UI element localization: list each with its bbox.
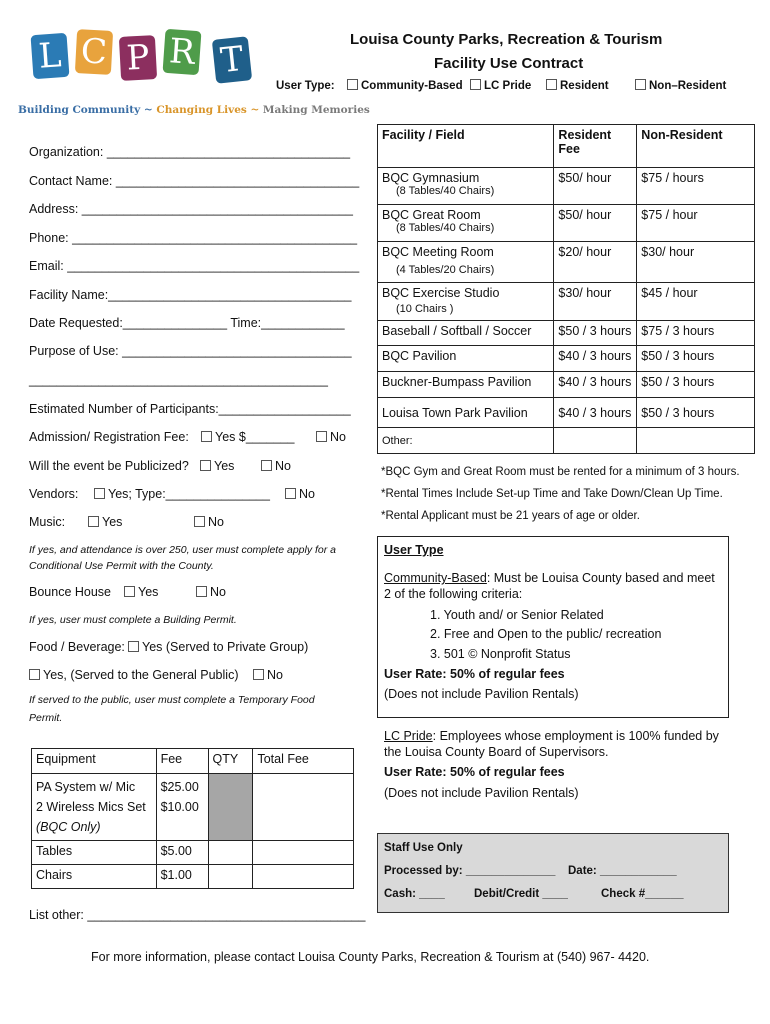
chairs-cell: Chairs: [32, 865, 157, 889]
pa-system-cell: [32, 774, 157, 841]
user-type-community-label: Community-Based: [361, 80, 463, 92]
facility-name-cell: Louisa Town Park Pavilion: [378, 398, 554, 428]
email-field[interactable]: Email: __________________________________________: [29, 259, 360, 273]
facility-name-cell: BQC Pavilion: [378, 346, 554, 372]
vendors-yes-checkbox[interactable]: [94, 487, 270, 502]
table-row: [378, 428, 755, 454]
facility-sub: (8 Tables/40 Chairs): [396, 222, 495, 234]
checkbox-icon: [285, 488, 296, 499]
check-number-field[interactable]: Check #______: [601, 888, 684, 900]
processed-by-field[interactable]: Processed by: ______________: [384, 865, 556, 877]
phone-field[interactable]: Phone: _________________________________________: [29, 231, 358, 245]
table-row: [378, 205, 755, 242]
checkbox-icon: [194, 516, 205, 527]
user-type-community-checkbox[interactable]: [347, 79, 463, 94]
food-label: Food / Beverage:: [29, 640, 125, 654]
nonresident-fee-cell: $50 / 3 hours: [637, 346, 755, 372]
community-based-label: Community-Based: [384, 571, 487, 585]
nonresident-fee-cell: $30/ hour: [637, 242, 755, 283]
publicized-yes-label: Yes: [214, 459, 235, 473]
vendors-no-checkbox[interactable]: [285, 487, 315, 502]
facility-name-cell: [378, 205, 554, 242]
resident-fee-cell: $30/ hour: [554, 283, 637, 321]
nonresident-header: Non-Resident: [637, 125, 755, 168]
total-fee-header: Total Fee: [253, 749, 354, 774]
facility-name: BQC Great Room: [382, 208, 481, 222]
checkbox-icon: [124, 586, 135, 597]
community-user-rate: User Rate: 50% of regular fees: [384, 667, 565, 681]
other-nonresident-cell[interactable]: [637, 428, 755, 454]
equipment-header: Equipment: [32, 749, 157, 774]
food-note-line1: If served to the public, user must complete a Temporary Food: [29, 694, 315, 706]
table-row: [378, 398, 755, 428]
equipment-table: [31, 748, 354, 889]
address-field[interactable]: Address: _______________________________________: [29, 202, 353, 216]
user-type-lcpride-checkbox[interactable]: [470, 79, 531, 94]
lcpride-line2: the Louisa County Board of Supervisors.: [384, 745, 609, 759]
page-subtitle: Facility Use Contract: [434, 55, 584, 72]
pa-fee2: $10.00: [160, 800, 199, 814]
tables-total-cell[interactable]: [253, 841, 354, 865]
page-title: Louisa County Parks, Recreation & Tourism: [350, 31, 663, 48]
note-rental-times: *Rental Times Include Set-up Time and Take Down/Clean Up Time.: [381, 488, 723, 500]
bounce-label: Bounce House: [29, 585, 112, 599]
user-type-lcpride-label: LC Pride: [484, 80, 532, 92]
vendors-yes-label: Yes; Type:_______________: [108, 487, 270, 501]
staff-use-title: Staff Use Only: [384, 842, 463, 854]
pa-fee-cell: [156, 774, 208, 841]
music-yes-checkbox[interactable]: [88, 515, 122, 530]
resident-fee-cell: $50/ hour: [554, 205, 637, 242]
pa-line3: (BQC Only): [36, 820, 101, 834]
note-age: *Rental Applicant must be 21 years of age or older.: [381, 510, 640, 522]
contact-name-field[interactable]: Contact Name: ___________________________________: [29, 174, 360, 188]
bounce-yes-checkbox[interactable]: [124, 585, 158, 600]
facility-name: BQC Exercise Studio: [382, 286, 500, 300]
lcpride-text: : Employees whose employment is 100% funded by: [432, 729, 719, 743]
other-resident-cell[interactable]: [554, 428, 637, 454]
facility-name-cell: [378, 168, 554, 205]
checkbox-icon: [261, 460, 272, 471]
checkbox-icon: [470, 79, 481, 90]
publicized-no-label: No: [275, 459, 291, 473]
checkbox-icon: [200, 460, 211, 471]
table-row: [32, 774, 354, 841]
logo-letter-r: R: [163, 29, 202, 75]
fee-header: Fee: [156, 749, 208, 774]
admission-no-checkbox[interactable]: [316, 430, 346, 445]
table-row: [378, 346, 755, 372]
resident-fee-cell: $40 / 3 hours: [554, 372, 637, 398]
bounce-note: If yes, user must complete a Building Permit.: [29, 614, 237, 626]
admission-no-label: No: [330, 430, 346, 444]
admission-yes-checkbox[interactable]: [201, 430, 294, 445]
facility-header: Facility / Field: [378, 125, 554, 168]
user-type-box-title: User Type: [384, 543, 444, 557]
nonresident-fee-cell: $75 / hours: [637, 168, 755, 205]
pa-line1: PA System w/ Mic: [36, 780, 136, 794]
facility-other-cell[interactable]: Other:: [378, 428, 554, 454]
logo-letter-p: P: [119, 35, 157, 81]
checkbox-icon: [635, 79, 646, 90]
bounce-no-label: No: [210, 585, 226, 599]
checkbox-icon: [253, 669, 264, 680]
tables-fee-cell: $5.00: [156, 841, 208, 865]
facility-name-cell: Buckner-Bumpass Pavilion: [378, 372, 554, 398]
publicized-no-checkbox[interactable]: [261, 459, 291, 474]
bounce-no-checkbox[interactable]: [196, 585, 226, 600]
tables-qty-cell[interactable]: [208, 841, 253, 865]
food-public-checkbox[interactable]: [29, 668, 238, 683]
pa-line2: 2 Wireless Mics Set: [36, 800, 146, 814]
table-row: [378, 168, 755, 205]
logo-letter-t: T: [212, 36, 252, 84]
vendors-label: Vendors:: [29, 487, 79, 501]
debit-credit-field[interactable]: Debit/Credit ____: [474, 888, 568, 900]
music-label: Music:: [29, 515, 66, 529]
music-yes-label: Yes: [102, 515, 123, 529]
community-based-text: : Must be Louisa County based and meet: [486, 571, 715, 585]
table-row: [378, 283, 755, 321]
table-row: [32, 865, 354, 889]
checkbox-icon: [29, 669, 40, 680]
food-public-label: Yes, (Served to the General Public): [43, 668, 239, 682]
publicized-yes-checkbox[interactable]: [200, 459, 234, 474]
facility-name-cell: Baseball / Softball / Soccer: [378, 321, 554, 346]
resident-fee-cell: $20/ hour: [554, 242, 637, 283]
food-no-label: No: [267, 668, 283, 682]
resident-fee-cell: $50 / 3 hours: [554, 321, 637, 346]
lcpride-line1: [384, 729, 719, 744]
checkbox-icon: [94, 488, 105, 499]
resident-fee-cell: $40 / 3 hours: [554, 346, 637, 372]
facility-sub: (8 Tables/40 Chairs): [396, 185, 495, 197]
chairs-fee-cell: $1.00: [156, 865, 208, 889]
checkbox-icon: [196, 586, 207, 597]
music-no-label: No: [208, 515, 224, 529]
resident-fee-cell: $40 / 3 hours: [554, 398, 637, 428]
table-row: [378, 321, 755, 346]
tables-cell: Tables: [32, 841, 157, 865]
qty-header: QTY: [208, 749, 253, 774]
resident-fee-header: Resident Fee: [554, 125, 637, 168]
pa-fee1: $25.00: [160, 780, 199, 794]
logo-tagline: [18, 104, 370, 116]
facility-name: BQC Gymnasium: [382, 171, 480, 185]
checkbox-icon: [347, 79, 358, 90]
logo-letter-c: C: [75, 29, 113, 75]
checkbox-icon: [546, 79, 557, 90]
table-row: [378, 372, 755, 398]
lcpride-user-rate: User Rate: 50% of regular fees: [384, 765, 565, 779]
facility-sub: (10 Chairs ): [396, 303, 454, 315]
logo-letter-l: L: [31, 33, 70, 79]
nonresident-fee-cell: $45 / hour: [637, 283, 755, 321]
community-rate-note: (Does not include Pavilion Rentals): [384, 687, 579, 701]
facility-name-cell: [378, 242, 554, 283]
tagline-part-1: Building Community ~: [18, 104, 153, 116]
list-other-field[interactable]: List other: ________________________________________: [29, 908, 366, 922]
organization-field[interactable]: Organization: ___________________________________: [29, 145, 351, 159]
purpose-field[interactable]: Purpose of Use: _________________________________: [29, 344, 352, 358]
nonresident-fee-cell: $75 / hour: [637, 205, 755, 242]
music-note-line2: Conditional Use Permit with the County.: [29, 560, 214, 572]
admission-label: Admission/ Registration Fee:: [29, 430, 189, 444]
chairs-qty-cell[interactable]: [208, 865, 253, 889]
food-private-label: Yes (Served to Private Group): [142, 640, 309, 654]
facility-name-cell: [378, 283, 554, 321]
user-type-nonresident-label: Non–Resident: [649, 80, 727, 92]
user-type-resident-checkbox[interactable]: [546, 79, 609, 94]
date-time-field[interactable]: Date Requested:_______________ Time:____________: [29, 316, 345, 330]
facility-fee-table: [377, 124, 755, 454]
facility-name: BQC Meeting Room: [382, 245, 494, 259]
resident-fee-cell: $50/ hour: [554, 168, 637, 205]
music-no-checkbox[interactable]: [194, 515, 224, 530]
table-row: [32, 749, 354, 774]
checkbox-icon: [201, 431, 212, 442]
nonresident-fee-cell: $50 / 3 hours: [637, 398, 755, 428]
chairs-total-cell[interactable]: [253, 865, 354, 889]
nonresident-fee-cell: $50 / 3 hours: [637, 372, 755, 398]
community-based-line2: 2 of the following criteria:: [384, 587, 523, 601]
note-minimum-hours: *BQC Gym and Great Room must be rented for a minimum of 3 hours.: [381, 466, 740, 478]
checkbox-icon: [316, 431, 327, 442]
footer-contact: For more information, please contact Louisa County Parks, Recreation & Tourism at (540) 967- 4420.: [91, 950, 650, 964]
table-row: [378, 125, 755, 168]
purpose-field-line2[interactable]: ___________________________________________: [29, 373, 328, 387]
table-row: [32, 841, 354, 865]
checkbox-icon: [88, 516, 99, 527]
staff-date-field[interactable]: Date: ____________: [568, 865, 677, 877]
criteria-item: 3. 501 © Nonprofit Status: [430, 647, 571, 661]
facility-name-field[interactable]: Facility Name:___________________________________: [29, 288, 352, 302]
tagline-part-2: Changing Lives ~: [152, 104, 260, 116]
checkbox-icon: [128, 641, 139, 652]
tagline-part-3: Making Memories: [259, 104, 370, 116]
facility-sub: (4 Tables/20 Chairs): [396, 264, 495, 276]
criteria-item: 2. Free and Open to the public/ recreation: [430, 627, 662, 641]
community-based-line1: [384, 571, 715, 586]
music-note-line1: If yes, and attendance is over 250, user must complete apply for a: [29, 544, 337, 556]
pa-total-cell[interactable]: [253, 774, 354, 841]
bounce-yes-label: Yes: [138, 585, 159, 599]
user-type-resident-label: Resident: [560, 80, 609, 92]
pa-qty-cell[interactable]: [208, 774, 253, 841]
criteria-item: 1. Youth and/ or Senior Related: [430, 608, 604, 622]
participants-field[interactable]: Estimated Number of Participants:___________________: [29, 402, 351, 416]
admission-yes-label: Yes $_______: [215, 430, 295, 444]
nonresident-fee-cell: $75 / 3 hours: [637, 321, 755, 346]
table-row: [378, 242, 755, 283]
user-type-label: User Type:: [276, 80, 335, 92]
lcpride-rate-note: (Does not include Pavilion Rentals): [384, 786, 579, 800]
food-no-checkbox[interactable]: [253, 668, 283, 683]
user-type-nonresident-checkbox[interactable]: [635, 79, 726, 94]
publicized-label: Will the event be Publicized?: [29, 459, 189, 473]
lcpride-label: LC Pride: [384, 729, 433, 743]
food-note-line2: Permit.: [29, 712, 63, 724]
food-private-checkbox[interactable]: [128, 640, 308, 655]
vendors-no-label: No: [299, 487, 315, 501]
cash-field[interactable]: Cash: ____: [384, 888, 445, 900]
